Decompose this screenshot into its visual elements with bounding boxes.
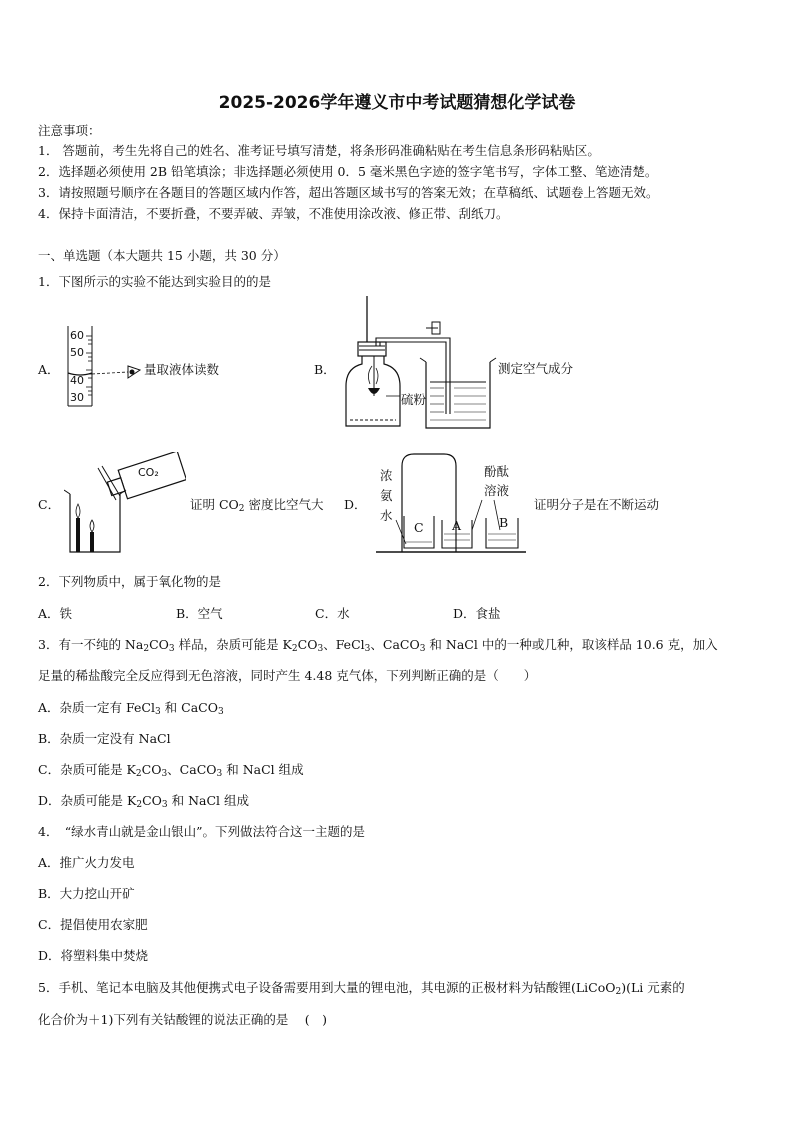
q3-option-a: A．杂质一定有 FeCl$_3$ 和 CaCO$_3$ [38, 700, 224, 717]
notice-item-4: 4．保持卡面清洁，不要折叠，不要弄破、弄皱，不准使用涂改液、修正带、刮纸刀。 [38, 206, 509, 221]
phenolphthalein-label: 酚酞 溶液 [484, 464, 510, 498]
q2-option-c: C．水 [315, 606, 350, 621]
notice-item-1: 1． 答题前，考生先将自己的姓名、准考证号填写清楚，将条形码准确粘贴在考生信息条形码粘贴区。 [38, 143, 600, 158]
q4-option-d: D．将塑料集中焚烧 [38, 948, 149, 963]
q2-option-a: A．铁 [38, 606, 73, 621]
q4-option-c: C．提倡使用农家肥 [38, 917, 148, 932]
q4-option-a: A．推广火力发电 [38, 855, 135, 870]
q1-option-c-caption: 证明 $CO_2$ 密度比空气大 [190, 497, 324, 514]
notice-item-3: 3．请按照题号顺序在各题目的答题区域内作答，超出答题区域书写的答案无效；在草稿纸、试题卷上答题无效。 [38, 185, 659, 200]
question-5-stem-line-2: 化合价为＋1)下列有关钴酸锂的说法正确的是 ( ) [38, 1012, 328, 1027]
q2-option-b: B．空气 [176, 606, 223, 621]
beaker-a-label: A [452, 518, 462, 533]
q1-option-b-letter: B． [314, 362, 336, 377]
question-1-stem: 1．下图所示的实验不能达到实验目的的是 [38, 274, 271, 289]
q2-option-d: D．食盐 [453, 606, 501, 621]
notice-item-2: 2．选择题必须使用 2B 铅笔填涂；非选择题必须使用 0．5 毫米黑色字迹的签字笔书写，字体工整、笔迹清楚。 [38, 164, 658, 179]
notice-heading: 注意事项： [38, 123, 101, 138]
q3-option-c: C．杂质可能是 $K_2CO_3$、CaCO$_3$ 和 NaCl 组成 [38, 762, 304, 779]
q3-option-d: D．杂质可能是 $K_2CO_3$ 和 NaCl 组成 [38, 793, 249, 810]
cylinder-tick-60: 60 [70, 329, 84, 342]
beaker-c-label: C [414, 520, 424, 535]
ammonia-label: 浓 氨 水 [380, 468, 393, 523]
cylinder-tick-40: 40 [70, 374, 84, 387]
question-5-stem-line-1: 5．手机、笔记本电脑及其他便携式电子设备需要用到大量的锂电池，其电源的正极材料为钴酸锂(LiCoO$_2$)(Li 元素的 [38, 980, 685, 997]
question-2-stem: 2．下列物质中，属于氧化物的是 [38, 574, 221, 589]
q3-option-b: B．杂质一定没有 NaCl [38, 731, 171, 746]
question-4-stem: 4． “绿水青山就是金山银山”。下列做法符合这一主题的是 [38, 824, 365, 839]
sulfur-combustion-figure [340, 296, 500, 432]
exam-title: 2025-2026学年遵义市中考试题猜想化学试卷 [218, 93, 576, 113]
co2-bottle-label: CO₂ [138, 466, 159, 479]
section-heading-single-choice: 一、单选题（本大题共 15 小题，共 30 分） [38, 248, 286, 263]
sulfur-powder-label: 硫粉 [401, 392, 427, 407]
question-3-stem-line-2: 足量的稀盐酸完全反应得到无色溶液，同时产生 4.48 克气体，下列判断正确的是（ ） [38, 668, 537, 683]
q1-option-a-letter: A． [38, 362, 60, 377]
q1-option-a-caption: 量取液体读数 [144, 362, 220, 377]
q4-option-b: B．大力挖山开矿 [38, 886, 135, 901]
q1-option-d-letter: D． [344, 497, 367, 512]
cylinder-tick-30: 30 [70, 391, 84, 404]
cylinder-tick-50: 50 [70, 346, 84, 359]
beaker-b-label: B [499, 515, 509, 530]
q1-option-d-caption: 证明分子是在不断运动 [534, 497, 660, 512]
q1-option-c-letter: C． [38, 497, 61, 512]
question-3-stem-line-1: 3．有一不纯的 $Na_2CO_3$ 样品，杂质可能是 $K_2CO_3$、FeCl$_3$、CaCO$_3$ 和 NaCl 中的一种或几种，取该样品 10.6 克，加入 [38, 637, 718, 654]
q1-option-b-caption: 测定空气成分 [498, 361, 574, 376]
co2-pouring-figure [64, 452, 186, 558]
